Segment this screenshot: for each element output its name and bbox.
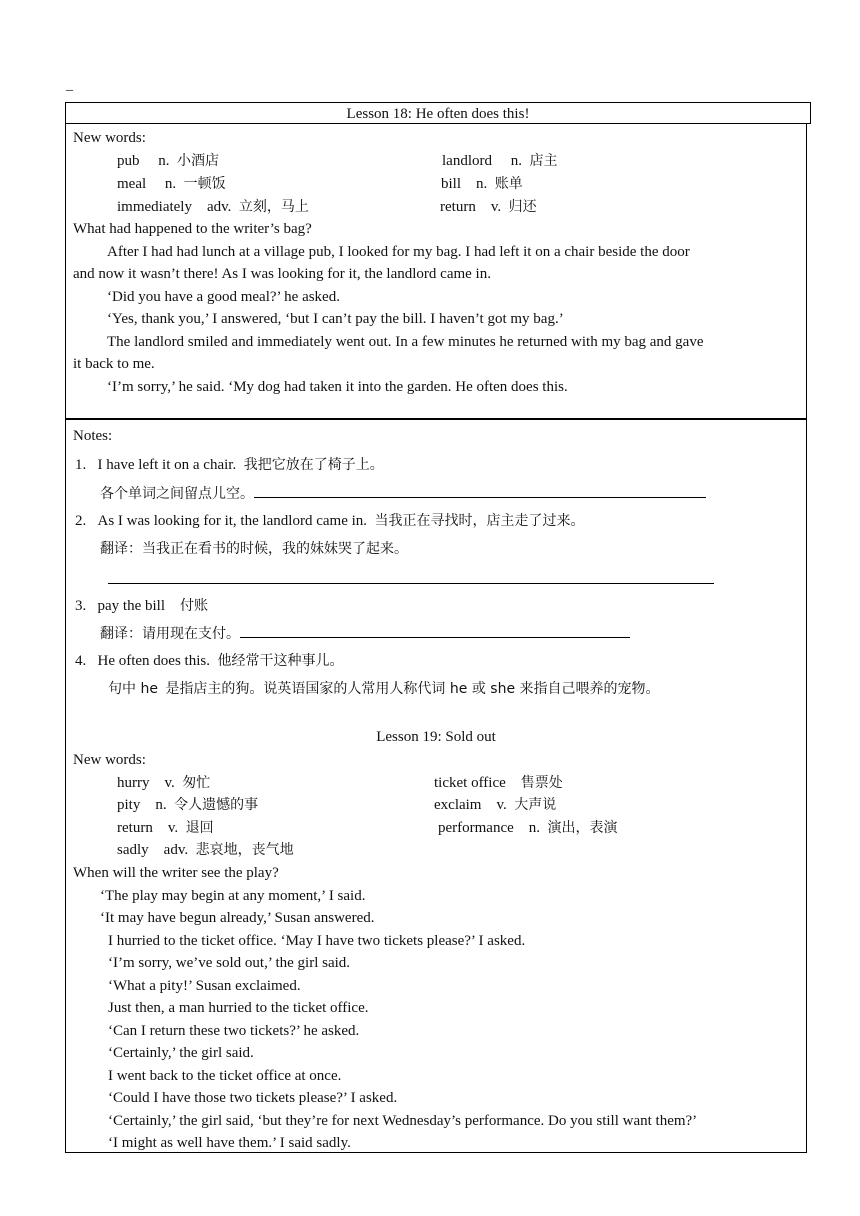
word-row: bill n. 账单 — [441, 176, 523, 192]
paragraph-line: ‘Yes, thank you,’ I answered, ‘but I can’t pay the bill. I haven’t got my bag.’ — [107, 311, 564, 327]
word-row: immediately adv. 立刻，马上 — [117, 199, 309, 215]
story-line: ‘I’m sorry, we’ve sold out,’ the girl said. — [108, 955, 351, 971]
note-item: 2. As I was looking for it, the landlord came in. 当我正在寻找时，店主走了过来。 — [75, 513, 585, 529]
story-line: Just then, a man hurried to the ticket office. — [108, 1000, 369, 1016]
note-task: 翻译：当我正在看书的时候，我的妹妹哭了起来。 — [100, 541, 408, 557]
word-row: ticket office 售票处 — [434, 775, 563, 791]
question: What had happened to the writer’s bag? — [73, 221, 312, 237]
story-line: ‘Can I return these two tickets?’ he asked. — [108, 1023, 360, 1039]
story-line: I went back to the ticket office at once. — [108, 1068, 342, 1084]
header-mark: _ — [66, 78, 73, 93]
note-task: 翻译：请用现在支付。 — [100, 623, 630, 644]
paragraph-line: The landlord smiled and immediately went out. In a few minutes he returned with my bag and gave — [107, 334, 704, 350]
lesson19-title: Lesson 19: Sold out — [376, 729, 496, 745]
word-row: exclaim v. 大声说 — [434, 797, 557, 813]
story-line: ‘The play may begin at any moment,’ I said. — [100, 888, 366, 904]
paragraph-line: After I had had lunch at a village pub, I looked for my bag. I had left it on a chair beside the door — [107, 244, 690, 260]
new-words-label: New words: — [73, 130, 146, 146]
note-item: 3. pay the bill 付账 — [75, 598, 208, 614]
word-row: return v. 退回 — [117, 820, 214, 836]
note-explanation: 句中 he 是指店主的狗。说英语国家的人常用人称代词 he 或 she 来指自己喂养的宠物。 — [108, 681, 660, 697]
paragraph-line: and now it wasn’t there! As I was looking for it, the landlord came in. — [73, 266, 491, 282]
question: When will the writer see the play? — [73, 865, 279, 881]
story-line: ‘Certainly,’ the girl said, ‘but they’re for next Wednesday’s performance. Do you still want them?’ — [108, 1113, 698, 1129]
story-line: ‘I might as well have them.’ I said sadly. — [108, 1135, 351, 1151]
word-row: landlord n. 店主 — [442, 153, 558, 169]
story-line: ‘Could I have those two tickets please?’ I asked. — [108, 1090, 398, 1106]
word-row: hurry v. 匆忙 — [117, 775, 211, 791]
paragraph-line: ‘I’m sorry,’ he said. ‘My dog had taken it into the garden. He often does this. — [107, 379, 568, 395]
word-row: performance n. 演出，表演 — [438, 820, 618, 836]
story-line: I hurried to the ticket office. ‘May I have two tickets please?’ I asked. — [108, 933, 526, 949]
new-words-label: New words: — [73, 752, 146, 768]
answer-blank[interactable] — [240, 623, 630, 638]
answer-blank-line[interactable] — [108, 569, 714, 589]
paragraph-line: it back to me. — [73, 356, 155, 372]
note-task: 各个单词之间留点儿空。 — [100, 483, 706, 504]
lesson18-cell — [65, 124, 807, 419]
paragraph-line: ‘Did you have a good meal?’ he asked. — [107, 289, 340, 305]
word-row: sadly adv. 悲哀地，丧气地 — [117, 842, 294, 858]
answer-blank[interactable] — [254, 483, 706, 498]
word-row: meal n. 一顿饭 — [117, 176, 226, 192]
word-row: return v. 归还 — [440, 199, 537, 215]
word-row: pity n. 令人遗憾的事 — [117, 797, 259, 813]
story-line: ‘It may have begun already,’ Susan answered. — [100, 910, 375, 926]
lesson18-title: Lesson 18: He often does this! — [65, 102, 811, 124]
story-line: ‘What a pity!’ Susan exclaimed. — [108, 978, 301, 994]
story-line: ‘Certainly,’ the girl said. — [108, 1045, 254, 1061]
note-item: 1. I have left it on a chair. 我把它放在了椅子上。 — [75, 457, 384, 473]
notes-label: Notes: — [73, 428, 113, 444]
word-row: pub n. 小酒店 — [117, 153, 219, 169]
note-item: 4. He often does this. 他经常干这种事儿。 — [75, 653, 344, 669]
notes-cell — [65, 419, 807, 1153]
